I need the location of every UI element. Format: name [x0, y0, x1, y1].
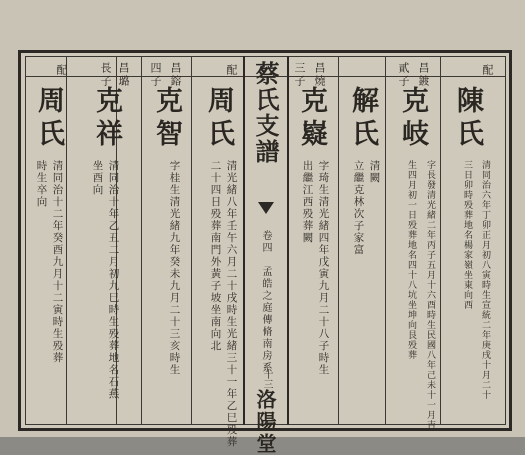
entry-role: 四子: [149, 62, 162, 88]
entry-note: 時生卒向: [35, 160, 48, 208]
entry-label: 昌鍍: [417, 62, 430, 88]
entry-role: 配: [55, 64, 68, 77]
entry-text: 字桂生清光緒九年癸未九月二十三亥時生: [168, 160, 181, 376]
entry-role: 貳子: [397, 62, 410, 88]
entry-text: 字琦生清光緒四年戊寅九月二十八子時生: [317, 160, 330, 376]
entry-name: 克祥: [91, 86, 122, 152]
volume-label: 卷四 孟皓之庭傳脩南房系: [260, 230, 271, 374]
column-divider: [338, 57, 339, 424]
entry-text: 生四月初一日殁葬地名四十八坑坐坤向艮殁葬: [406, 160, 416, 360]
center-spine: [243, 56, 289, 455]
page-number: 十三: [261, 369, 272, 389]
column-divider: [440, 57, 441, 424]
entry-role: 配: [225, 64, 238, 77]
entry-name: 周氏: [33, 86, 64, 152]
entry-text: 出繼江西殁葬闕: [301, 160, 314, 244]
entry-name: 周氏: [203, 86, 234, 152]
entry-text: 清同治十二年癸酉九月十二寅時生殁葬: [51, 160, 64, 364]
column-divider: [66, 57, 67, 424]
entry-name: 克岐: [397, 86, 428, 152]
entry-text: 清闕: [368, 160, 381, 184]
entry-name: 解氏: [347, 86, 378, 152]
entry-text: 三日卯時殁葬地名楊家嶺坐東向西: [462, 160, 472, 310]
entry-role: 長子: [99, 62, 112, 88]
column-divider: [385, 57, 386, 424]
entry-text: 清同治六年丁卯正月初八寅時生宣統二年庚戌十月二十: [480, 160, 490, 400]
entry-text: 清同治十年乙丑二月初九巳時生殁葬地名石燕: [107, 160, 120, 400]
entry-label: 昌燒: [313, 62, 326, 88]
entry-text: 清光緒八年壬午六月二十戌時生光緒三十一年乙巳殁葬: [225, 160, 238, 448]
entry-label: 昌鎔: [169, 62, 182, 88]
book-title: 蔡氏支譜: [251, 61, 280, 165]
column-divider: [141, 57, 142, 424]
entry-text: 二十四日殁葬南門外黃子坡坐南向北: [209, 160, 222, 352]
entry-text: 立繼克林次子家富: [352, 160, 365, 256]
entry-name: 克嶷: [296, 86, 327, 152]
entry-role: 配: [481, 64, 494, 77]
entry-name: 陳氏: [452, 86, 483, 152]
entry-text: 坐酉向: [91, 160, 104, 196]
entry-name: 克智: [151, 86, 182, 152]
entry-role: 三子: [293, 62, 306, 88]
fishtail-top-icon: [258, 202, 274, 214]
column-divider: [191, 57, 192, 424]
hall-name: 洛陽堂: [253, 389, 277, 455]
entry-text: 字長發清光緒二年丙子五月十六酉時生民國八年己未十一月吉: [425, 160, 435, 430]
entry-label: 昌璐: [117, 62, 130, 88]
